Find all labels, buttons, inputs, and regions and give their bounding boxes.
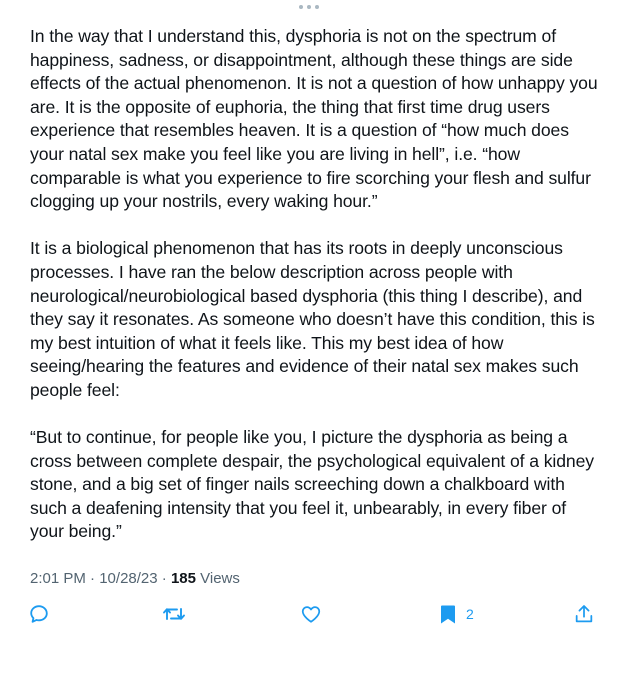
like-button[interactable] (300, 600, 322, 628)
like-icon (300, 603, 322, 625)
meta-separator: · (85, 570, 100, 587)
tweet-paragraph: In the way that I understand this, dysphoria is not on the spectrum of happiness, sadness, or disappointment, although these things are side effects of the actual phenomenon. It is not a question of how unhappy you are. It is the opposite of euphoria, the thing that first time drug users experience that resembles heaven. It is a question of “how much does your natal sex make you feel like you are living in hell”, i.e. “how comparable is what you experience to fire scorching your flesh and sulfur clogging up your nostrils, every waking hour.” (30, 26, 598, 212)
retweet-button[interactable] (162, 600, 186, 628)
tweet-text (30, 25, 600, 568)
retweet-icon (162, 603, 186, 625)
more-options-icon[interactable] (0, 0, 618, 14)
meta-separator: · (157, 570, 171, 587)
dot (307, 5, 311, 9)
tweet-paragraph: It is a biological phenomenon that has its roots in deeply unconscious processes. I have ran the below description across people with neurological/neurobiological based dysphoria (this thing I describe), and they say it resonates. As someone who doesn’t have this condition, this is my best intuition of what it feels like. This my best idea of how seeing/hearing the features and evidence of their natal sex makes such people feel: (30, 238, 595, 400)
bookmark-icon (438, 603, 458, 625)
bookmark-button[interactable] (438, 600, 474, 628)
views-label[interactable]: Views (195, 570, 240, 587)
share-icon (573, 603, 595, 625)
tweet-time[interactable]: 2:01 PM (30, 570, 86, 587)
action-bar (0, 600, 618, 628)
views-count[interactable]: 185 (170, 570, 196, 587)
bookmark-count: 2 (466, 606, 474, 622)
share-button[interactable] (573, 600, 595, 628)
reply-button[interactable] (28, 600, 50, 628)
tweet-date[interactable]: 10/28/23 (99, 570, 158, 587)
dot (315, 5, 319, 9)
tweet-paragraph: “But to continue, for people like you, I picture the dysphoria as being a cross between complete despair, the psychological equivalent of a kidney stone, and a big set of finger nails screeching down a chalkboard with such a deafening intensity that you feel it, unbearably, in every fiber of your being.” (30, 427, 594, 542)
dot (299, 5, 303, 9)
tweet-metadata (30, 569, 240, 589)
reply-icon (28, 603, 50, 625)
